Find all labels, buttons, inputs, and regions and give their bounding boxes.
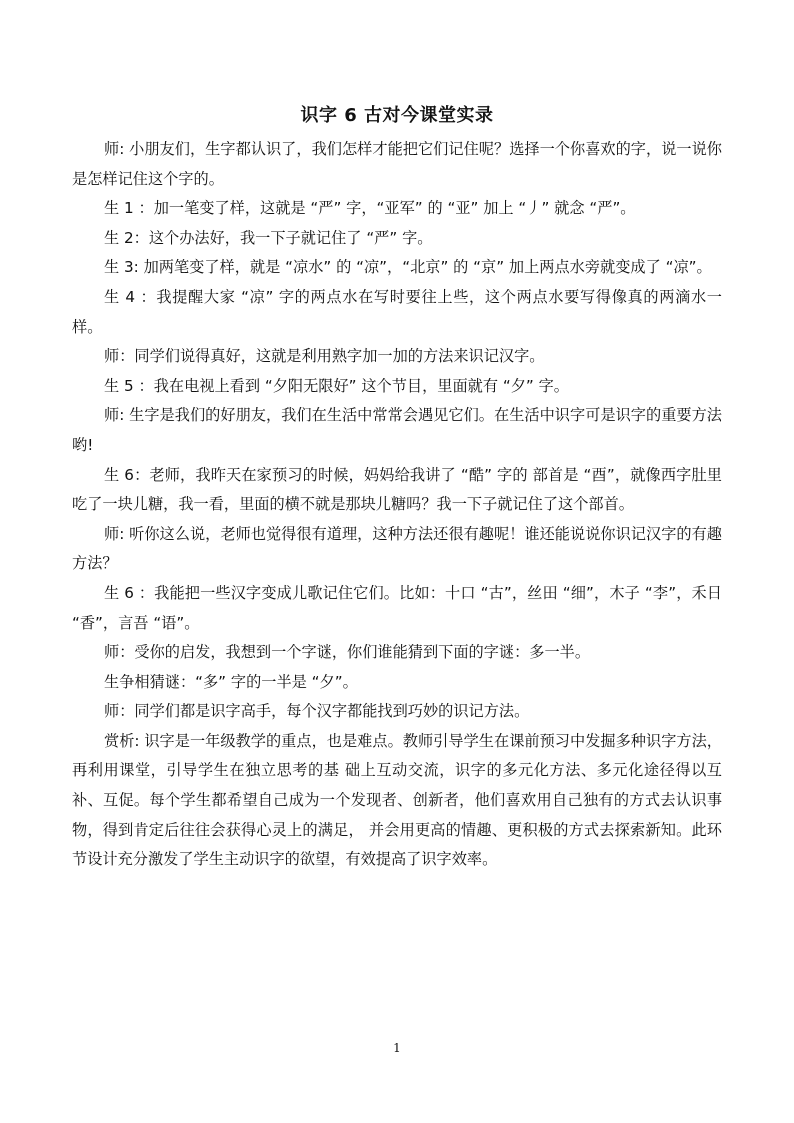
paragraph-student-4: 生 4 ：我提醒大家 “凉” 字的两点水在写时要往上些，这个两点水要写得像真的两滴水一样。 — [72, 287, 722, 336]
paragraph-teacher-intro: 师: 小朋友们，生字都认识了，我们怎样才能把它们记住呢？选择一个你喜欢的字，说一说你是怎样记住这个字的。 — [72, 140, 722, 188]
paragraph-appreciation: 赏析: 识字是一年级教学的重点，也是难点。教师引导学生在课前预习中发掘多种识字方法，再利用课堂，引导学生在独立思考的基 础上互动交流，识字的多元化方法、多元化途径得以互补、互促。每个学生都希望自己成为一个发现者、创新者，他们喜欢用自己独有的方式去认识事物，得到肯定后往往会获得心灵上的满足， 并会用更高的情趣、更积极的方式去探索新知。此环节设计充分激发了学生主动识字的欲望，有效提高了识字效率。 — [72, 731, 722, 869]
page-number: 1 — [393, 1041, 401, 1055]
paragraph-teacher-life-literacy: 师: 生字是我们的好朋友，我们在生活中常常会遇见它们。在生活中识字可是识字的重要方法哟! — [72, 406, 722, 454]
paragraph-student-5: 生 5 ：我在电视上看到 “夕阳无限好” 这个节目，里面就有 “夕” 字。 — [104, 376, 569, 395]
paragraph-student-3: 生 3: 加两笔变了样，就是 “凉水” 的 “凉”，“北京” 的 “京” 加上两点水旁就变成了 “凉”。 — [104, 258, 712, 277]
paragraph-teacher-riddle: 师：受你的启发，我想到一个字谜，你们谁能猜到下面的字谜：多一半。 — [104, 643, 590, 662]
paragraph-student-6-rhymes: 生 6 ：我能把一些汉字变成儿歌记住它们。比如：十口 “古”，丝田 “细”，木子 “李”，禾日 “香”，言吾 “语”。 — [72, 583, 722, 632]
document-body — [72, 135, 722, 875]
paragraph-teacher-praise: 师：同学们说得真好，这就是利用熟字加一加的方法来识记汉字。 — [104, 347, 545, 366]
paragraph-student-6-radical: 生 6：老师，我昨天在家预习的时候，妈妈给我讲了 “酷” 字的 部首是 “酉”，就像西字肚里吃了一块儿糖，我一看，里面的横不就是那块儿糖吗？我一下子就记住了这个部首。 — [72, 465, 722, 514]
paragraph-students-guess: 生争相猜谜：“多” 字的一半是 “夕”。 — [104, 672, 358, 691]
paragraph-teacher-summary: 师：同学们都是识字高手，每个汉字都能找到巧妙的识记方法。 — [104, 702, 530, 721]
paragraph-teacher-followup: 师: 听你这么说，老师也觉得很有道理，这种方法还很有趣呢！谁还能说说你识记汉字的有趣方法？ — [72, 524, 722, 573]
document-title: 识字 6 古对今课堂实录 — [300, 105, 494, 126]
paragraph-student-2: 生 2：这个办法好，我一下子就记住了 “严” 字。 — [104, 228, 433, 247]
paragraph-student-1: 生 1 ：加一笔变了样，这就是 “严” 字，“亚军” 的 “亚” 加上 “丿” 就念 “严”。 — [104, 199, 636, 218]
